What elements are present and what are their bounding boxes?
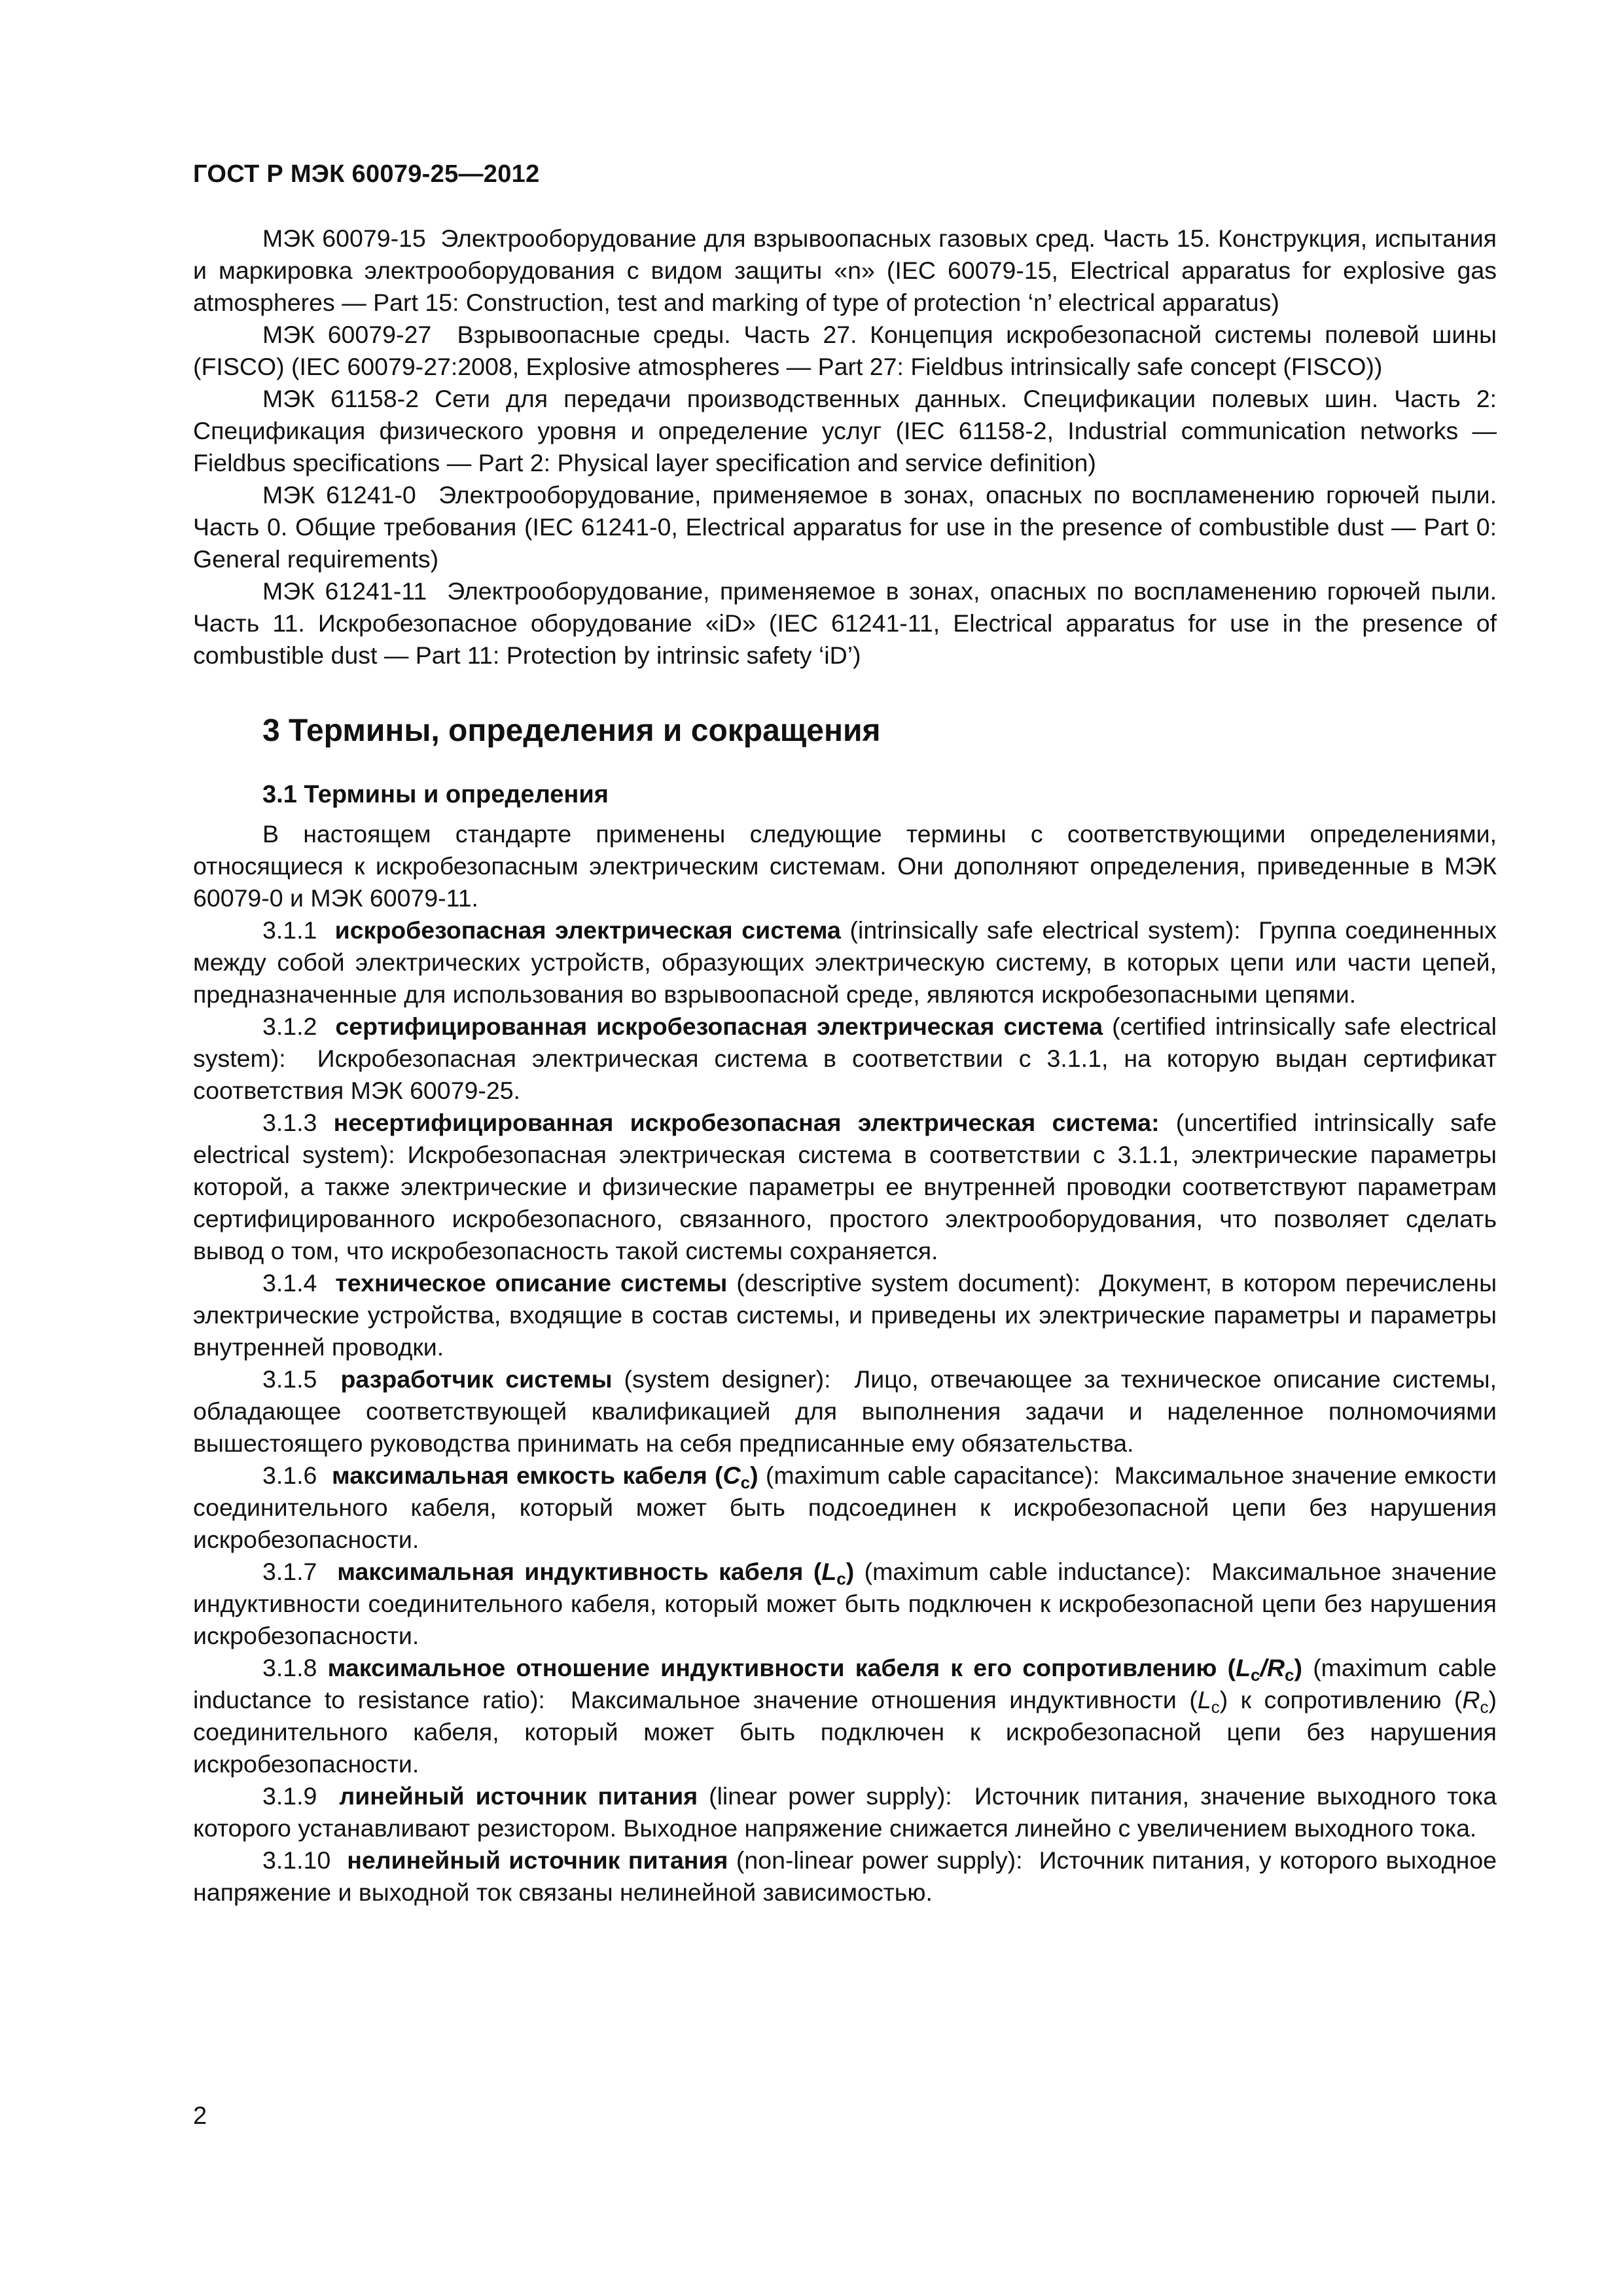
term-name: нелинейный источник питания <box>347 1846 728 1874</box>
term-3-1-7 <box>193 1556 1497 1652</box>
term-3-1-2 <box>193 1011 1497 1107</box>
reference-text: Электрооборудование для взрывоопасных газовых сред. Часть 15. Конструкция, испытания и маркировка электрооборудования с видом защиты «n» (IEC 60079-15, Electrical apparatus for explosive gas atmospheres — Part 15: Construction, test and marking of type of protection ‘n’ electrical apparatus) <box>193 224 1497 316</box>
term-definition-part-a: Максимальное значение отношения индуктивности ( <box>570 1686 1198 1713</box>
reference-text: Сети для передачи производственных данных. Спецификации полевых шин. Часть 2: Спецификация физического уровня и определение услуг (IEC 61158-2, Industrial communication networks — Fieldbus specifications — Part 2: Physical layer specification and service definition) <box>193 385 1497 476</box>
term-3-1-4 <box>193 1267 1497 1363</box>
term-definition: Группа соединенных между собой электрических устройств, образующих электрическую систему, в которых цепи или части цепей, предназначенные для использования во взрывоопасной среде, являются искробезопасными цепями. <box>193 916 1497 1008</box>
term-english: (maximum cable inductance to resistance ratio): <box>193 1654 1497 1713</box>
term-number: 3.1.6 <box>262 1462 317 1489</box>
term-number: 3.1.9 <box>262 1782 317 1810</box>
intro-paragraph: В настоящем стандарте применены следующие термины с соответствующими определениями, относящиеся к искробезопасным электрическим системам. Они дополняют определения, приведенные в МЭК 60079-0 и МЭК 60079-11. <box>193 820 1497 912</box>
term-number: 3.1.5 <box>262 1365 317 1393</box>
term-name: разработчик системы <box>340 1365 613 1393</box>
term-name: максимальная индуктивность кабеля ( <box>337 1558 822 1585</box>
term-symbol-close: ) <box>846 1558 855 1585</box>
subsection-title: 3.1 Термины и определения <box>262 781 609 808</box>
term-english: (linear power supply): <box>709 1782 952 1810</box>
term-3-1-9 <box>193 1780 1497 1844</box>
term-symbol-r-subscript: c <box>1285 1665 1294 1685</box>
term-english: (intrinsically safe electrical system): <box>849 916 1241 944</box>
term-english: (maximum cable capacitance): <box>765 1462 1100 1489</box>
inline-symbol-r: R <box>1462 1686 1480 1713</box>
document-header: ГОСТ Р МЭК 60079-25—2012 <box>193 160 540 188</box>
term-number: 3.1.4 <box>262 1269 317 1297</box>
term-definition: Искробезопасная электрическая система в соответствии с 3.1.1, электрические параметры которой, а также электрические и физические параметры ее внутренней проводки соответствуют параметрам сертифицированного искробезопасного, связанного, простого электрооборудования, что позволяет сделать вывод о том, что искробезопасность такой системы сохраняется. <box>193 1141 1497 1265</box>
term-3-1-5 <box>193 1363 1497 1460</box>
term-number: 3.1.10 <box>262 1846 331 1874</box>
reference-item <box>193 479 1497 575</box>
term-3-1-3 <box>193 1107 1497 1267</box>
reference-code: МЭК 60079-15 <box>262 224 426 252</box>
reference-item <box>193 383 1497 479</box>
inline-symbol-r-subscript: c <box>1480 1697 1489 1717</box>
reference-code: МЭК 61158-2 <box>262 385 419 412</box>
reference-item <box>193 575 1497 672</box>
reference-item <box>193 319 1497 383</box>
term-3-1-1 <box>193 914 1497 1011</box>
term-3-1-6 <box>193 1460 1497 1556</box>
term-name: максимальное отношение индуктивности кабеля к его сопротивлению ( <box>327 1654 1236 1681</box>
term-symbol-l: L <box>1236 1654 1251 1681</box>
section-title: 3 Термины, определения и сокращения <box>262 713 881 748</box>
term-name: несертифицированная искробезопасная электрическая система: <box>333 1109 1160 1136</box>
term-english: (maximum cable inductance): <box>864 1558 1192 1585</box>
document-body <box>193 223 1497 1909</box>
page-number: 2 <box>193 2102 207 2130</box>
term-definition-part-b: ) к сопротивлению ( <box>1219 1686 1463 1713</box>
term-english: (descriptive system document): <box>736 1269 1081 1297</box>
term-definition: Искробезопасная электрическая система в соответствии с 3.1.1, на которую выдан сертификат соответствия МЭК 60079-25. <box>193 1045 1497 1104</box>
term-3-1-8 <box>193 1652 1497 1780</box>
term-number: 3.1.1 <box>262 916 317 944</box>
reference-text: Электрооборудование, применяемое в зонах, опасных по воспламенению горючей пыли. Часть 11. Искробезопасное оборудование «iD» (IEC 61241-11, Electrical apparatus for use in the presence of combustible dust — Part 11: Protection by intrinsic safety ‘iD’) <box>193 577 1497 669</box>
term-name: максимальная емкость кабеля ( <box>332 1462 723 1489</box>
reference-item <box>193 223 1497 319</box>
term-number: 3.1.3 <box>262 1109 317 1136</box>
term-symbol: L <box>821 1558 837 1585</box>
reference-text: Взрывоопасные среды. Часть 27. Концепция искробезопасной системы полевой шины (FISCO) (IEC 60079-27:2008, Explosive atmospheres — Part 27: Fieldbus intrinsically safe concept (FISCO)) <box>193 321 1497 380</box>
term-symbol-l-subscript: c <box>1251 1665 1260 1685</box>
term-definition: Источник питания, значение выходного тока которого устанавливают резистором. Выходное напряжение снижается линейно с увеличением выходного тока. <box>193 1782 1497 1842</box>
term-symbol-subscript: c <box>836 1569 846 1588</box>
term-definition-part-c: ) соединительного кабеля, который может быть подключен к искробезопасной цепи без нарушения искробезопасности. <box>193 1686 1497 1778</box>
term-definition: Источник питания, у которого выходное напряжение и выходной ток связаны нелинейной зависимостью. <box>193 1846 1497 1906</box>
term-symbol-r: R <box>1266 1654 1285 1681</box>
term-symbol: C <box>722 1462 741 1489</box>
term-name: сертифицированная искробезопасная электрическая система <box>335 1013 1103 1040</box>
term-english: (certified intrinsically safe electrical system): <box>193 1013 1497 1072</box>
reference-code: МЭК 60079-27 <box>262 321 432 348</box>
term-english: (system designer): <box>624 1365 831 1393</box>
term-symbol-slash: / <box>1260 1654 1267 1681</box>
term-definition: Документ, в котором перечислены электрические устройства, входящие в состав системы, и приведены их электрические параметры и параметры внутренней проводки. <box>193 1269 1497 1361</box>
inline-symbol-l: L <box>1197 1686 1211 1713</box>
term-3-1-10 <box>193 1844 1497 1909</box>
term-number: 3.1.7 <box>262 1558 317 1585</box>
term-number: 3.1.8 <box>262 1654 317 1681</box>
reference-code: МЭК 61241-11 <box>262 577 427 605</box>
reference-text: Электрооборудование, применяемое в зонах, опасных по воспламенению горючей пыли. Часть 0. Общие требования (IEC 61241-0, Electrical apparatus for use in the presence of combustible dust — Part 0: General requirements) <box>193 481 1497 573</box>
term-english: (uncertified intrinsically safe electrical system): <box>193 1109 1497 1168</box>
term-name: техническое описание системы <box>335 1269 728 1297</box>
inline-symbol-l-subscript: c <box>1211 1697 1220 1717</box>
term-symbol-close: ) <box>1294 1654 1302 1681</box>
term-symbol-subscript: c <box>740 1473 751 1492</box>
reference-code: МЭК 61241-0 <box>262 481 416 509</box>
term-name: линейный источник питания <box>339 1782 698 1810</box>
term-name: искробезопасная электрическая система <box>334 916 841 944</box>
term-number: 3.1.2 <box>262 1013 317 1040</box>
term-definition: Максимальное значение индуктивности соединительного кабеля, который может быть подключен к искробезопасной цепи без нарушения искробезопасности. <box>193 1558 1497 1649</box>
term-symbol-close: ) <box>750 1462 758 1489</box>
term-definition: Максимальное значение емкости соединительного кабеля, который может быть подсоединен к искробезопасной цепи без нарушения искробезопасности. <box>193 1462 1497 1553</box>
term-definition: Лицо, отвечающее за техническое описание системы, обладающее соответствующей квалификацией для выполнения задачи и наделенное полномочиями вышестоящего руководства принимать на себя предписанные ему обязательства. <box>193 1365 1497 1457</box>
term-english: (non-linear power supply): <box>736 1846 1023 1874</box>
